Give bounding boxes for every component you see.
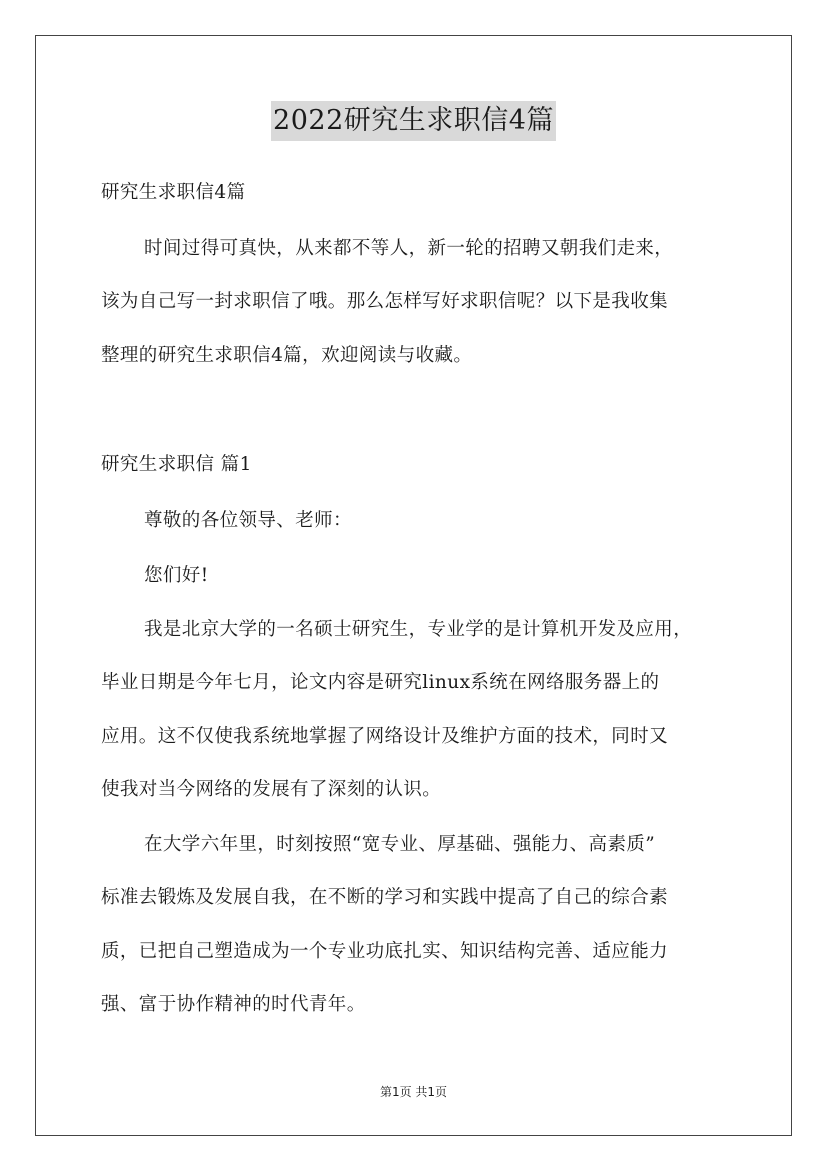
paragraph1-line-2: 毕业日期是今年七月，论文内容是研究linux系统在网络服务器上的 <box>101 672 660 693</box>
paragraph2-line-3: 质，已把自己塑造成为一个专业功底扎实、知识结构完善、适应能力 <box>101 941 669 962</box>
paragraph1-line-3: 应用。这不仅使我系统地掌握了网络设计及维护方面的技术，同时又 <box>101 726 669 747</box>
paragraph2-line-4: 强、富于协作精神的时代青年。 <box>101 994 366 1015</box>
title-container <box>0 101 827 141</box>
document-title: 2022研究生求职信4篇 <box>271 101 556 141</box>
document-subtitle: 研究生求职信4篇 <box>101 182 246 203</box>
intro-line-3: 整理的研究生求职信4篇，欢迎阅读与收藏。 <box>101 345 473 366</box>
paragraph2-line-2: 标准去锻炼及发展自我，在不断的学习和实践中提高了自己的综合素 <box>101 887 669 908</box>
greeting: 您们好! <box>144 565 209 586</box>
paragraph1-line-4: 使我对当今网络的发展有了深刻的认识。 <box>101 779 442 800</box>
intro-line-1: 时间过得可真快，从来都不等人，新一轮的招聘又朝我们走来， <box>144 238 674 259</box>
intro-line-2: 该为自己写一封求职信了哦。那么怎样写好求职信呢？以下是我收集 <box>101 291 669 312</box>
paragraph1-line-1: 我是北京大学的一名硕士研究生，专业学的是计算机开发及应用， <box>144 619 693 640</box>
paragraph2-line-1: 在大学六年里，时刻按照“宽专业、厚基础、强能力、高素质” <box>144 834 656 855</box>
salutation: 尊敬的各位领导、老师： <box>144 510 352 531</box>
page-footer: 第1页 共1页 <box>379 1085 448 1099</box>
section-heading: 研究生求职信 篇1 <box>101 454 252 475</box>
